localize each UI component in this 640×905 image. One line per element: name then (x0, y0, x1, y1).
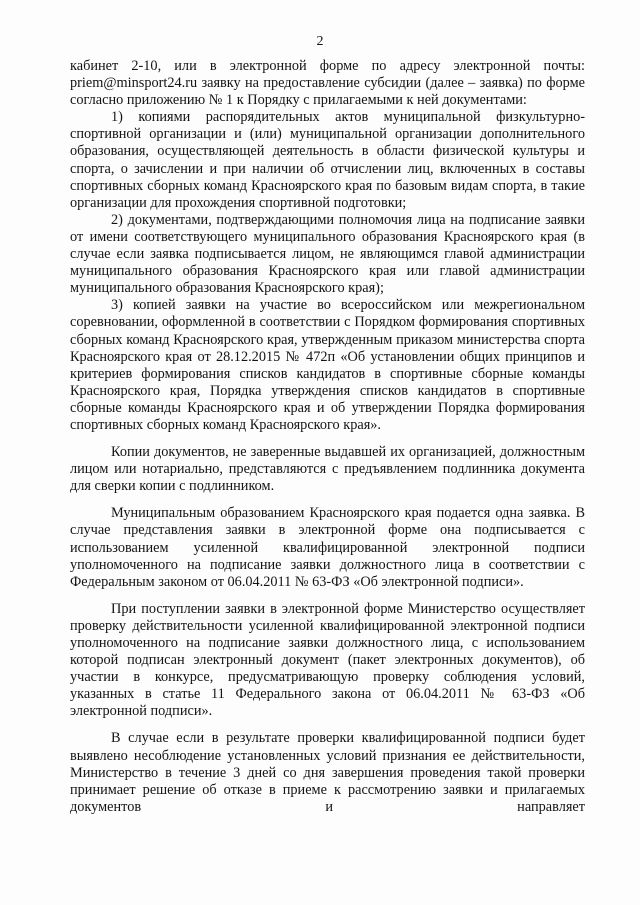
paragraph-copies: Копии документов, не заверенные выдавшей их организацией, должностным лицом или нотариально, представляются с предъявлением подлинника документа для сверки копии с подлинником. (70, 444, 585, 495)
paragraph-item-3: 3) копией заявки на участие во всероссийском или межрегиональном соревновании, оформленной в соответствии с Порядком формирования спортивных сборных команд Красноярского края, утвержденным приказом министерства спорта Красноярского края от 28.12.2015 № 472п «Об установлении общих принципов и критериев формирования списков кандидатов в спортивные сборные команды Красноярского края, Порядка утверждения списков кандидатов в спортивные сборные команды Красноярского края и об утверждении Порядка формирования спортивных сборных команд Красноярского края». (70, 297, 585, 433)
paragraph-intro: кабинет 2-10, или в электронной форме по адресу электронной почты: priem@minsport24.ru заявку на предоставление субсидии (далее – заявка) по форме согласно приложению № 1 к Порядку с прилагаемыми к ней документами: (70, 58, 585, 109)
page-number: 2 (316, 34, 324, 49)
paragraph-item-1: 1) копиями распорядительных актов муниципальной физкультурно-спортивной организации и (или) муниципальной организации дополнительного образования, осуществляющей деятельность в области физической культуры и спорта, о зачислении и при наличии об отчислении лиц, включенных в составы спортивных сборных команд Красноярского края по базовым видам спорта, в такие организации для прохождения спортивной подготовки; (70, 109, 585, 211)
document-body (70, 58, 585, 816)
paragraph-one-application: Муниципальным образованием Красноярского края подается одна заявка. В случае представления заявки в электронной форме она подписывается с использованием усиленной квалифицированной электронной подписи уполномоченного на подписание заявки должностного лица в соответствии с Федеральным законом от 06.04.2011 № 63-ФЗ «Об электронной подписи». (70, 505, 585, 590)
paragraph-item-2: 2) документами, подтверждающими полномочия лица на подписание заявки от имени соответствующего муниципального образования Красноярского края (в случае если заявка подписывается лицом, не являющимся главой администрации муниципального образования Красноярского края или главой администрации муниципального образования Красноярского края); (70, 211, 585, 297)
paragraph-noncompliance: В случае если в результате проверки квалифицированной подписи будет выявлено несоблюдение установленных условий признания ее действительности, Министерство в течение 3 дней со дня завершения проведения такой проверки принимает решение об отказе в приеме к рассмотрению заявки и прилагаемых документов и направляет (70, 730, 585, 815)
paragraph-verification: При поступлении заявки в электронной форме Министерство осуществляет проверку действительности усиленной квалифицированной электронной подписи уполномоченного на подписание заявки должностного лица, с использованием которой подписан электронный документ (пакет электронных документов), об участии в конкурсе, предусматривающую проверку соблюдения условий, указанных в статье 11 Федерального закона от 06.04.2011 № 63-ФЗ «Об электронной подписи». (70, 600, 585, 720)
